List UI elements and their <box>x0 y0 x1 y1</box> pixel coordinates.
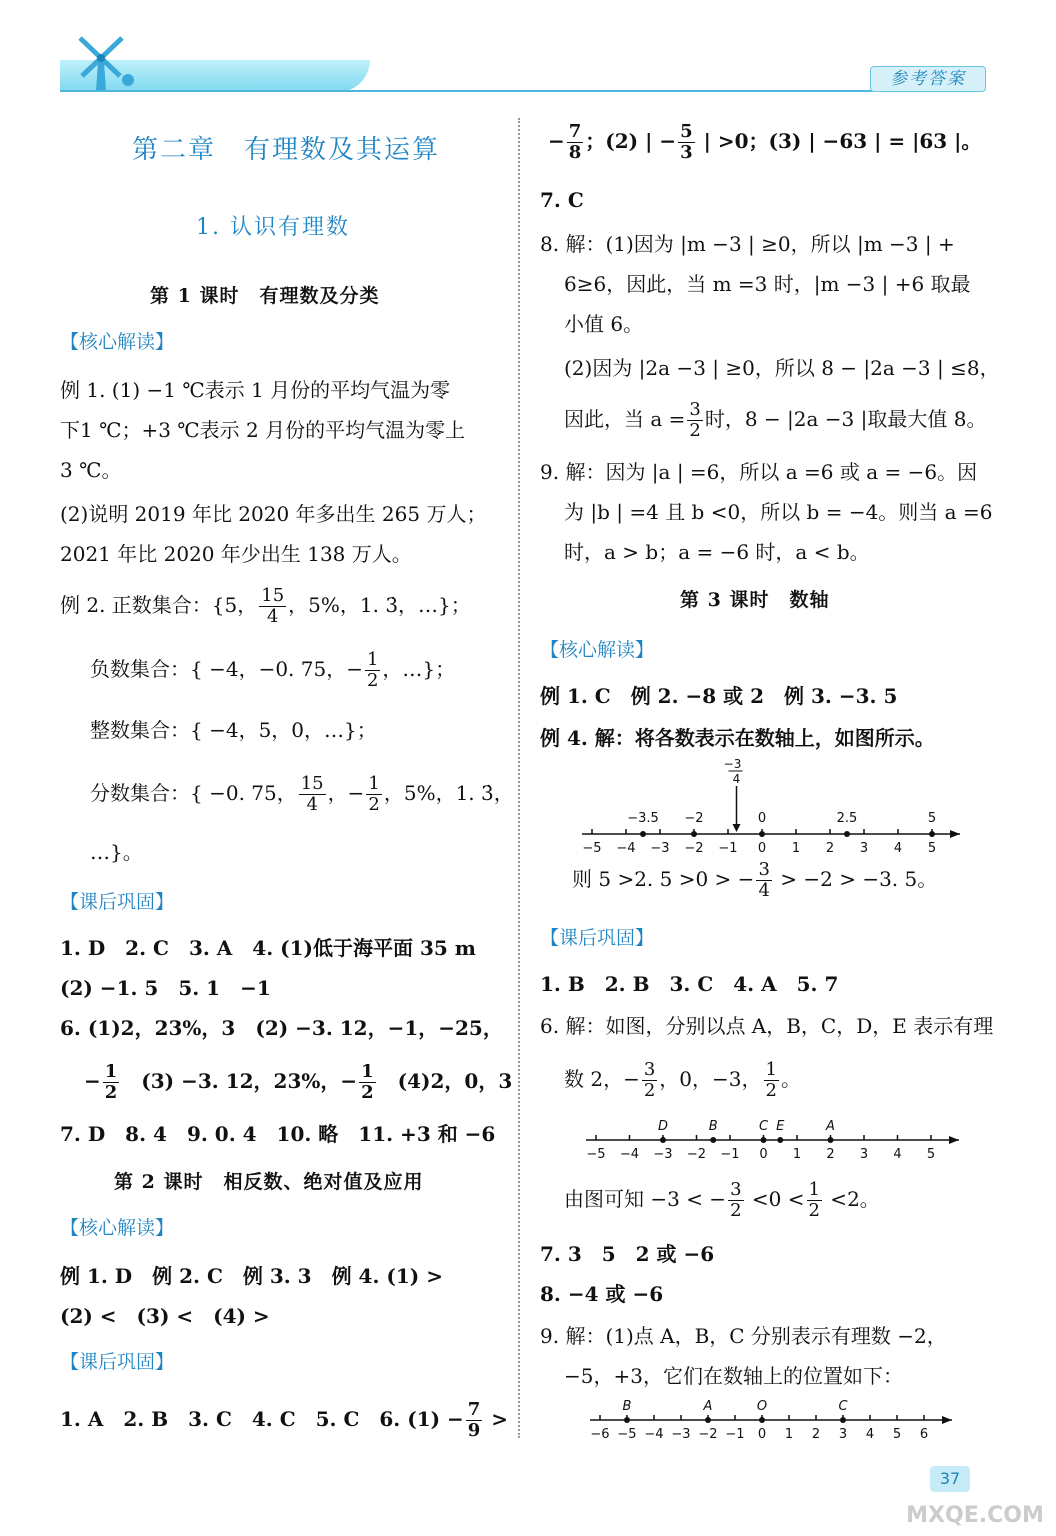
section-title: 1. 认识有理数 <box>196 215 350 240</box>
fraction: $\frac{3}{4}$ <box>758 859 770 901</box>
lesson3-comparison: 则 5 >2. 5 >0 > − $\frac{3}{4}$ > −2 > −3. 5。 <box>572 859 938 901</box>
arrow-label-numerator: −3 <box>723 758 742 771</box>
core-tag-2: 【核心解读】 <box>60 1217 175 1239</box>
answer-8-line-2: 6≥6，因此，当 m =3 时，|m −3 | +6 取最 <box>564 272 971 296</box>
tick-label: 0 <box>757 1427 767 1442</box>
point-dot <box>691 831 697 837</box>
tick-label: 4 <box>893 841 903 856</box>
answer-line-2: (2) −1. 5 5. 1 −1 <box>60 976 271 1000</box>
lesson3-answer-line-1: 1. B 2. B 3. C 4. A 5. 7 <box>540 972 839 996</box>
point-label: C <box>758 1119 769 1134</box>
after-tag-2: 【课后巩固】 <box>60 1351 175 1373</box>
tick-label: −1 <box>718 841 738 856</box>
ex1-line-d: (2)说明 2019 年比 2020 年多出生 265 万人； <box>60 502 487 526</box>
fraction: $\frac{1}{2}$ <box>366 649 379 691</box>
answer-8-line-3: 小值 6。 <box>564 312 644 336</box>
point-dot <box>759 831 765 837</box>
fraction: $\frac{1}{2}$ <box>765 1059 777 1101</box>
after-tag-1: 【课后巩固】 <box>60 891 175 913</box>
point-dot <box>929 831 935 837</box>
lesson2-example-line-2: (2) < (3) < (4) > <box>60 1304 270 1328</box>
answer-line-3: 6. (1)2，23%，3 (2) −3. 12，−1，−25， <box>60 1016 503 1040</box>
tick-label: 1 <box>791 841 801 856</box>
tick-label: −4 <box>616 841 636 856</box>
ex2-integer-set: 整数集合：{ −4，5，0，…}； <box>90 718 377 742</box>
fraction: $\frac{1}{2}$ <box>361 1061 374 1103</box>
continued-answer-line: − $\frac{7}{8}$ ；(2) | − $\frac{5}{3}$ | >0；(3) | −63 | = |63 |。 <box>548 121 982 163</box>
lesson-title-1: 第 1 课时 有理数及分类 <box>150 285 380 307</box>
fraction: $\frac{7}{9}$ <box>467 1399 481 1441</box>
point-label: 0 <box>757 811 767 826</box>
fraction: $\frac{7}{8}$ <box>568 121 582 163</box>
number-line-2 <box>576 1110 976 1174</box>
lesson3-answer-8: 8. −4 或 −6 <box>540 1282 664 1306</box>
tick-label: 6 <box>919 1427 929 1442</box>
point-label: 2.5 <box>836 811 858 826</box>
point-label: D <box>657 1119 669 1134</box>
point-dot <box>777 1137 783 1143</box>
tick-label: 4 <box>893 1147 902 1162</box>
point-label: A <box>703 1399 713 1414</box>
tick-label: 4 <box>865 1427 875 1442</box>
lesson2-answer-line: 1. A 2. B 3. C 4. C 5. C 6. (1) − $\frac{7}{9}$ > <box>60 1399 509 1441</box>
fraction: $\frac{15}{4}$ <box>300 773 324 815</box>
answer-9-line-1: 9. 解：因为 |a | =6，所以 a =6 或 a = −6。因 <box>540 460 978 484</box>
tick-label: −3 <box>653 1147 673 1162</box>
core-tag-1: 【核心解读】 <box>60 331 175 353</box>
point-label: B <box>622 1399 632 1414</box>
tick-label: 5 <box>926 1147 936 1162</box>
fraction: $\frac{1}{2}$ <box>368 773 380 815</box>
ex2-fraction-set-end: …}。 <box>90 840 143 864</box>
tick-label: −4 <box>644 1427 664 1442</box>
point-label: −2 <box>684 811 704 826</box>
tick-label: 2 <box>811 1427 821 1442</box>
point-label: −3.5 <box>627 811 659 826</box>
point-label: C <box>838 1399 848 1414</box>
tick-label: 0 <box>759 1147 768 1162</box>
lesson2-example-line-1: 例 1. D 例 2. C 例 3. 3 例 4. (1) > <box>60 1264 443 1288</box>
ex1-line-c: 3 ℃。 <box>60 458 122 482</box>
ex2-fraction-set: 分数集合：{ −0. 75， $\frac{15}{4}$ ，− $\frac{1}{2}$ ，5%，1. 3̇， <box>90 773 514 815</box>
watermark-text: MXQE.COM <box>906 1503 1044 1528</box>
tick-label: −2 <box>684 841 704 856</box>
answer-9-line-3: 时，a > b；a = −6 时，a < b。 <box>564 540 870 564</box>
after-tag-3: 【课后巩固】 <box>540 927 655 949</box>
lesson3-answer-6-line-1: 6. 解：如图，分别以点 A，B，C，D，E 表示有理 <box>540 1014 994 1038</box>
ex1-line-a: 例 1. (1) −1 ℃表示 1 月份的平均气温为零 <box>60 378 451 402</box>
lesson-title-3: 第 3 课时 数轴 <box>680 589 830 611</box>
tick-label: 2 <box>825 841 835 856</box>
tick-label: −2 <box>686 1147 707 1162</box>
lesson3-answer-6-conclusion: 由图可知 −3 < − $\frac{3}{2}$ <0 < $\frac{1}{2}$ <2。 <box>564 1179 880 1221</box>
point-dot <box>710 1137 716 1143</box>
chapter-title: 第二章 有理数及其运算 <box>132 135 441 165</box>
tick-label: 1 <box>792 1147 802 1162</box>
tick-label: −3 <box>650 841 670 856</box>
tick-label: 1 <box>784 1427 794 1442</box>
point-label: E <box>776 1119 785 1134</box>
point-dot <box>624 1417 630 1423</box>
tick-label: −6 <box>590 1427 610 1442</box>
tick-label: 5 <box>892 1427 902 1442</box>
tick-label: −4 <box>619 1147 640 1162</box>
axis-arrow <box>950 830 960 838</box>
fraction: $\frac{3}{2}$ <box>643 1059 656 1101</box>
lesson3-answer-7: 7. 3 5 2 或 −6 <box>540 1242 715 1266</box>
page-number: 37 <box>930 1466 970 1492</box>
tick-label: −2 <box>698 1427 718 1442</box>
fraction: $\frac{15}{4}$ <box>261 585 285 627</box>
lesson3-answer-6-line-2: 数 2，− $\frac{3}{2}$ ，0，−3， $\frac{1}{2}$ 。 <box>564 1059 801 1101</box>
answer-8-line-5: 因此，当 a = $\frac{3}{2}$ 时，8 − |2a −3 |取最大值 8。 <box>564 399 987 441</box>
ex1-line-e: 2021 年比 2020 年少出生 138 万人。 <box>60 542 412 566</box>
answer-8-line-4: (2)因为 |2a −3 | ≥0，所以 8 − |2a −3 | ≤8， <box>564 356 1000 380</box>
tick-label: −1 <box>725 1427 745 1442</box>
ex2-positive-set: 例 2. 正数集合：{5， $\frac{15}{4}$ ，5%，1. 3̇，…}； <box>60 585 471 627</box>
tick-label: −3 <box>671 1427 691 1442</box>
point-dot <box>844 831 850 837</box>
tick-label: −5 <box>617 1427 637 1442</box>
axis-arrow <box>949 1136 959 1144</box>
axis-arrow <box>942 1416 952 1424</box>
pointer-arrow-head <box>733 824 741 832</box>
answer-line-4: − $\frac{1}{2}$ (3) −3. 12，23%，− $\frac{1}{2}$ (4)2，0，3 <box>84 1061 513 1103</box>
point-dot <box>660 1137 666 1143</box>
header-rule <box>60 90 980 92</box>
tick-label: −5 <box>582 841 602 856</box>
fraction: $\frac{3}{2}$ <box>730 1179 742 1221</box>
lesson3-example-line-2: 例 4. 解：将各数表示在数轴上，如图所示。 <box>540 726 935 750</box>
watermark-logo <box>900 1450 1050 1530</box>
number-line-3 <box>576 1390 976 1454</box>
tick-label: 2 <box>826 1147 835 1162</box>
number-line-3-svg <box>576 1390 976 1450</box>
column-divider <box>518 118 520 1438</box>
tick-label: 3 <box>859 841 869 856</box>
lesson3-answer-9-line-2: −5，+3，它们在数轴上的位置如下： <box>564 1364 903 1388</box>
point-label: 5 <box>927 811 937 826</box>
point-dot <box>828 1137 834 1143</box>
arrow-label-denominator: 4 <box>732 772 741 786</box>
answer-key-tag: 参考答案 <box>870 66 986 92</box>
answer-7: 7. C <box>540 188 584 212</box>
tick-label: 3 <box>838 1427 848 1442</box>
tick-label: −5 <box>586 1147 606 1162</box>
tick-label: −1 <box>720 1147 740 1162</box>
tick-label: 5 <box>927 841 937 856</box>
lesson-title-2: 第 2 课时 相反数、绝对值及应用 <box>114 1171 424 1193</box>
point-dot <box>705 1417 711 1423</box>
lesson3-example-line-1: 例 1. C 例 2. −8 或 2 例 3. −3. 5 <box>540 684 898 708</box>
lesson3-answer-9-line-1: 9. 解：(1)点 A，B，C 分别表示有理数 −2， <box>540 1324 947 1348</box>
point-dot <box>840 1417 846 1423</box>
point-label: O <box>756 1399 768 1414</box>
fraction: $\frac{3}{2}$ <box>689 399 701 441</box>
ex2-negative-set: 负数集合：{ −4，−0. 75，− $\frac{1}{2}$ ，…}； <box>90 649 456 691</box>
answer-9-line-2: 为 |b | =4 且 b <0，所以 b = −4。则当 a =6 <box>564 500 993 524</box>
answer-line-1: 1. D 2. C 3. A 4. (1)低于海平面 35 m <box>60 936 476 960</box>
tick-label: 3 <box>859 1147 869 1162</box>
core-tag-3: 【核心解读】 <box>540 639 655 661</box>
number-line-1 <box>580 758 980 862</box>
fraction: $\frac{5}{3}$ <box>680 121 693 163</box>
point-label: B <box>708 1119 718 1134</box>
number-line-1-svg <box>580 758 980 858</box>
ex1-line-b: 下1 ℃；+3 ℃表示 2 月份的平均气温为零上 <box>60 418 466 442</box>
tick-label: 0 <box>757 841 767 856</box>
point-dot <box>759 1417 765 1423</box>
fraction: $\frac{1}{2}$ <box>808 1179 820 1221</box>
point-label: A <box>826 1119 835 1134</box>
point-dot <box>761 1137 767 1143</box>
page-header <box>0 0 1056 100</box>
number-line-2-svg <box>576 1110 976 1170</box>
fraction: $\frac{1}{2}$ <box>104 1061 118 1103</box>
answer-line-5: 7. D 8. 4 9. 0. 4 10. 略 11. +3 和 −6 <box>60 1122 496 1146</box>
windmill-icon <box>70 30 140 92</box>
point-dot <box>640 831 646 837</box>
answer-8-line-1: 8. 解：(1)因为 |m −3 | ≥0，所以 |m −3 | + <box>540 232 955 256</box>
